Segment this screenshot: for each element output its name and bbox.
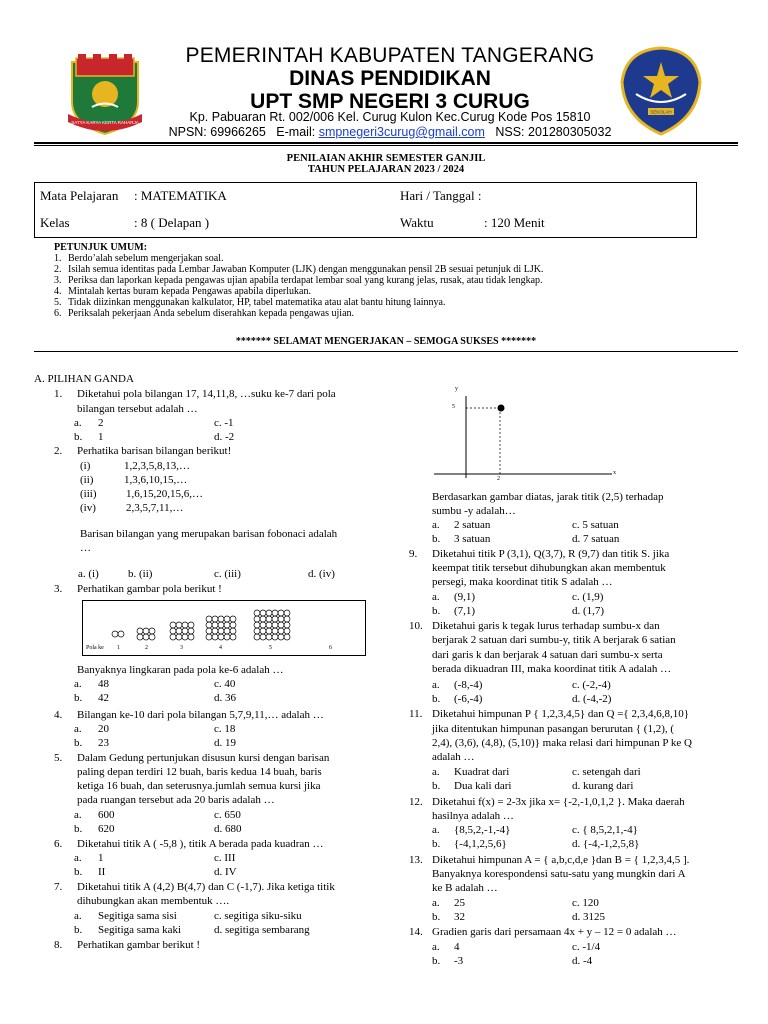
option-a-label: a.	[74, 910, 82, 922]
option-c: c. 18	[214, 723, 236, 735]
question-number: 13.	[409, 854, 423, 866]
sequence: 1,6,15,20,15,6,…	[126, 488, 203, 500]
x-axis-label: x	[613, 470, 616, 476]
pattern-number: 5	[269, 645, 272, 651]
question-text: Diketahui garis k tegak lurus terhadap sumbu-x dan	[432, 620, 660, 632]
option-d: d. 7 satuan	[572, 533, 620, 545]
option-c: c. { 8,5,2,1,-4}	[572, 824, 638, 836]
question-text: Perhatika barisan bilangan berikut!	[77, 445, 232, 457]
option-c: c. 120	[572, 897, 599, 909]
question-text: dihubungkan akan membentuk ….	[77, 895, 230, 907]
option-a: 1	[98, 852, 104, 864]
option-a: 20	[98, 723, 109, 735]
pattern-number: 2	[145, 645, 148, 651]
pattern-number: 3	[180, 645, 183, 651]
option-b: II	[98, 866, 106, 878]
option-a: (9,1)	[454, 591, 476, 603]
closing-greeting: ******* SELAMAT MENGERJAKAN – SEMOGA SUKSES *******	[235, 336, 537, 347]
option-c: c. (-2,-4)	[572, 679, 611, 691]
option-c: c. 650	[214, 809, 241, 821]
option-a: Segitiga sama sisi	[98, 910, 177, 922]
question-number: 3.	[54, 583, 63, 595]
option-b-label: b.	[432, 955, 441, 967]
question-number: 14.	[409, 926, 423, 938]
subject-value: : MATEMATIKA	[134, 188, 227, 203]
option-b-label: b.	[432, 533, 441, 545]
option-b: -3	[454, 955, 464, 967]
option-a: 600	[98, 809, 115, 821]
option-a: a. (i)	[78, 568, 99, 580]
header-government: PEMERINTAH KABUPATEN TANGERANG	[185, 44, 595, 67]
date-label: Hari / Tanggal :	[400, 188, 482, 203]
option-b-label: b.	[432, 693, 441, 705]
option-d: d. kurang dari	[572, 780, 634, 792]
instructions	[54, 242, 543, 319]
option-a-label: a.	[74, 678, 82, 690]
option-d: d. (iv)	[308, 568, 335, 580]
option-c: c. -1	[214, 417, 234, 429]
option-b-label: b.	[74, 866, 83, 878]
option-b: Segitiga sama kaki	[98, 924, 182, 936]
question-number: 4.	[54, 709, 63, 721]
option-d: d. {-4,-1,2,5,8}	[572, 838, 640, 850]
point-2-5	[498, 405, 505, 412]
question-text: Dalam Gedung pertunjukan disusun kursi dengan barisan	[77, 752, 330, 764]
pattern-number: 1	[117, 645, 120, 651]
option-c: c. (1,9)	[572, 591, 604, 603]
question-text: Diketahui himpunan A = { a,b,c,d,e }dan B = { 1,2,3,4,5 ].	[432, 854, 690, 866]
option-a: 2	[98, 417, 104, 429]
question-text: berada dikuadran III, maka koordinat titik A adalah …	[432, 663, 672, 675]
question-text: Perhatikan gambar pola berikut !	[77, 583, 222, 595]
instruction-item: 5. Tidak diizinkan menggunakan kalkulator, HP, tabel matematika atau alat bantu hitung lainnya.	[54, 297, 446, 308]
instruction-item: 1. Berdo’alah sebelum mengerjakan soal.	[54, 253, 224, 264]
question-text: Bilangan ke-10 dari pola bilangan 5,7,9,11,… adalah …	[77, 709, 324, 721]
option-c: c. 40	[214, 678, 236, 690]
option-a-label: a.	[74, 417, 82, 429]
y-axis-label: y	[455, 386, 458, 392]
sequence-label: (iv)	[80, 502, 96, 514]
question-number: 6.	[54, 838, 63, 850]
option-b: 620	[98, 823, 115, 835]
question-text: ketiga 16 buah, dan seterusnya.jumlah semua kursi jika	[77, 780, 321, 792]
option-c: c. setengah dari	[572, 766, 641, 778]
question-number: 9.	[409, 548, 418, 560]
option-d: d. (-4,-2)	[572, 693, 612, 705]
option-b-label: b.	[74, 737, 83, 749]
question-text: Gradien garis dari persamaan 4x + y – 12 = 0 adalah …	[432, 926, 677, 938]
option-b-label: b.	[432, 911, 441, 923]
option-a: 4	[454, 941, 460, 953]
svg-text:SEKOLAH: SEKOLAH	[650, 109, 672, 115]
option-a-label: a.	[432, 591, 440, 603]
option-c: c. -1/4	[572, 941, 601, 953]
question-text: Berdasarkan gambar diatas, jarak titik (2,5) terhadap	[432, 491, 664, 503]
coordinate-graph	[434, 386, 624, 486]
section-divider	[34, 351, 738, 352]
option-b-label: b.	[432, 605, 441, 617]
question-text: Diketahui titik P (3,1), Q(3,7), R (9,7) dan titik S. jika	[432, 548, 670, 560]
subject-label: Mata Pelajaran	[40, 188, 119, 203]
option-b: (7,1)	[454, 605, 476, 617]
question-text: dari garis k dan berjarak 4 satuan dari sumbu-x serta	[432, 649, 663, 661]
section-title: A. PILIHAN GANDA	[34, 373, 134, 385]
question-text: Diketahui titik A (4,2) B(4,7) dan C (-1,7). Jika ketiga titik	[77, 881, 335, 893]
question-text: Banyaknya lingkaran pada pola ke-6 adalah …	[77, 664, 284, 676]
option-a: 48	[98, 678, 109, 690]
option-b: Dua kali dari	[454, 780, 512, 792]
question-text: berjarak 2 satuan dari sumbu-y, titik A berjarak 6 satian	[432, 634, 676, 646]
option-a-label: a.	[74, 852, 82, 864]
option-d: d. 3125	[572, 911, 605, 923]
sequence-label: (ii)	[80, 474, 94, 486]
option-b: 23	[98, 737, 109, 749]
option-a-label: a.	[74, 723, 82, 735]
option-a-label: a.	[432, 679, 440, 691]
option-a: 25	[454, 897, 465, 909]
question-text: Diketahui titik A ( -5,8 ), titik A berada pada kuadran …	[77, 838, 324, 850]
question-text: …	[80, 542, 91, 554]
option-b-label: b.	[74, 924, 83, 936]
exam-title: PENILAIAN AKHIR SEMESTER GANJIL	[286, 153, 486, 164]
question-text: Diketahui pola bilangan 17, 14,11,8, …suku ke-7 dari pola	[77, 388, 336, 400]
class-label: Kelas	[40, 215, 70, 230]
question-number: 11.	[409, 708, 423, 720]
option-a-label: a.	[432, 824, 440, 836]
exam-year: TAHUN PELAJARAN 2023 / 2024	[307, 164, 465, 175]
option-b: 42	[98, 692, 109, 704]
question-text: hasilnya adalah …	[432, 810, 514, 822]
question-text: Barisan bilangan yang merupakan barisan fobonaci adalah	[80, 528, 338, 540]
option-a-label: a.	[74, 809, 82, 821]
instruction-item: 6. Periksalah pekerjaan Anda sebelum diserahkan kepada pengawas ujian.	[54, 308, 355, 319]
option-d: d. 36	[214, 692, 236, 704]
question-text: 2,4), (3,6), (4,8), (5,10)} maka relasi dari himpunan P ke Q	[432, 737, 692, 749]
sequence-label: (i)	[80, 460, 91, 472]
option-a: 2 satuan	[454, 519, 491, 531]
option-b: {-4,1,2,5,6}	[454, 838, 507, 850]
option-b: 3 satuan	[454, 533, 491, 545]
instruction-item: 3. Periksa dan laporkan kepada pengawas ujian apabila terdapat lembar soal yang kurang jelas, rusak, atau tidak lengkap.	[54, 275, 543, 286]
email-label: E-mail:	[276, 125, 316, 139]
option-c: c. 5 satuan	[572, 519, 619, 531]
option-d: d. IV	[214, 866, 237, 878]
sequence: 2,3,5,7,11,…	[126, 502, 184, 514]
question-text: Banyaknya korespondensi satu-satu yang mungkin dari A	[432, 868, 686, 880]
option-d: d. -4	[572, 955, 593, 967]
instruction-item: 4. Mintalah kertas buram kepada Pengawas apabila diperlukan.	[54, 286, 311, 297]
question-number: 5.	[54, 752, 63, 764]
option-a-label: a.	[432, 897, 440, 909]
option-d: d. segitiga sembarang	[214, 924, 310, 936]
pattern-circles	[112, 610, 290, 640]
option-a: Kuadrat dari	[454, 766, 510, 778]
question-text: ke B adalah …	[432, 882, 498, 894]
question-number: 10.	[409, 620, 423, 632]
npsn: NPSN: 69966265	[168, 125, 266, 139]
instructions-list	[54, 253, 543, 319]
option-b-label: b.	[74, 431, 83, 443]
option-b: 32	[454, 911, 465, 923]
option-b: (-6,-4)	[454, 693, 483, 705]
nss: NSS: 201280305032	[495, 125, 612, 139]
instructions-title: PETUNJUK UMUM:	[54, 242, 148, 253]
option-b-label: b.	[432, 780, 441, 792]
instruction-item: 2. Isilah semua identitas pada Lembar Jawaban Komputer (LJK) dengan menggunakan pensil 2B sesuai petunjuk di LJK.	[54, 264, 544, 275]
option-b: 1	[98, 431, 104, 443]
option-a: {8,5,2,-1,-4}	[454, 824, 511, 836]
option-d: d. 19	[214, 737, 236, 749]
question-text: keempat titik tersebut dihubungkan akan membentuk	[432, 562, 666, 574]
y-tick-label: 5	[452, 404, 455, 410]
option-d: d. (1,7)	[572, 605, 605, 617]
time-value: : 120 Menit	[484, 215, 545, 230]
question-text: bilangan tersebut adalah …	[77, 403, 198, 415]
header-school-name: UPT SMP NEGERI 3 CURUG	[250, 90, 530, 113]
option-c: c. III	[214, 852, 236, 864]
option-b: b. (ii)	[128, 568, 153, 580]
question-text: Perhatikan gambar berikut !	[77, 939, 201, 951]
option-a-label: a.	[432, 766, 440, 778]
question-number: 12.	[409, 796, 423, 808]
question-text: paling depan terdiri 12 buah, baris kedua 14 buah, baris	[77, 766, 322, 778]
email-link[interactable]: smpnegeri3curug@gmail.com	[318, 125, 485, 139]
option-d: d. -2	[214, 431, 235, 443]
question-text: persegi, maka koordinat titik S adalah …	[432, 576, 613, 588]
header-department: DINAS PENDIDIKAN	[289, 67, 491, 90]
sequence: 1,2,3,5,8,13,…	[124, 460, 190, 472]
header-divider	[34, 142, 738, 144]
pattern-number: 4	[219, 645, 222, 651]
option-a-label: a.	[432, 941, 440, 953]
option-c: c. (iii)	[214, 568, 241, 580]
question-text: Diketahui himpunan P { 1,2,3,4,5} dan Q ={ 2,3,4,6,8,10}	[432, 708, 689, 720]
sequence: 1,3,6,10,15,…	[124, 474, 188, 486]
option-a: (-8,-4)	[454, 679, 483, 691]
header-divider-thin	[34, 145, 738, 146]
option-b-label: b.	[432, 838, 441, 850]
question-number: 1.	[54, 388, 63, 400]
pattern-label: Pola ke	[86, 645, 104, 651]
school-address: Kp. Pabuaran Rt. 002/006 Kel. Curug Kulon Kec.Curug Kode Pos 15810	[189, 110, 591, 124]
option-b-label: b.	[74, 692, 83, 704]
question-number: 8.	[54, 939, 63, 951]
question-text: adalah …	[432, 751, 475, 763]
sequence-label: (iii)	[80, 488, 97, 500]
question-text: Diketahui f(x) = 2-3x jika x= {-2,-1,0,1,2 }. Maka daerah	[432, 796, 685, 808]
circle-pattern-figure	[82, 600, 366, 656]
school-logo	[618, 46, 704, 136]
time-label: Waktu	[400, 215, 434, 230]
question-text: jika ditentukan himpunan pasangan berurutan { (1,2), (	[432, 723, 675, 735]
question-number: 7.	[54, 881, 63, 893]
pattern-number: 6	[329, 645, 332, 651]
school-contact	[150, 125, 630, 139]
option-c: c. segitiga siku-siku	[214, 910, 302, 922]
question-text: pada ruangan tersebut ada 20 baris adalah …	[77, 794, 275, 806]
question-number: 2.	[54, 445, 63, 457]
kabupaten-tangerang-logo	[66, 52, 144, 136]
option-a-label: a.	[432, 519, 440, 531]
question-text: sumbu -y adalah…	[432, 505, 516, 517]
class-value: : 8 ( Delapan )	[134, 215, 210, 230]
option-d: d. 680	[214, 823, 242, 835]
x-tick-label: 2	[497, 476, 500, 482]
svg-text:SATYA KARYA KERTA RAHARJA: SATYA KARYA KERTA RAHARJA	[71, 120, 139, 125]
option-b-label: b.	[74, 823, 83, 835]
